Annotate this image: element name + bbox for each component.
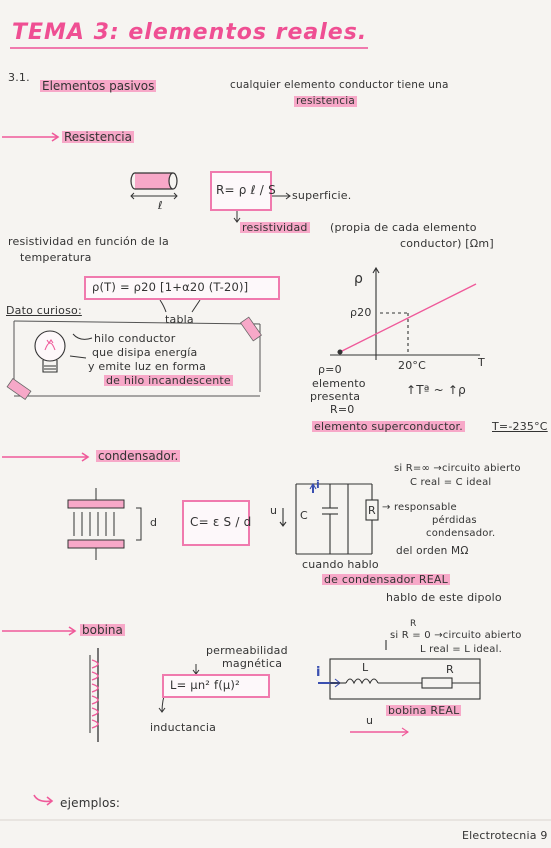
cap-i-label: i	[316, 478, 320, 491]
ejemplos-label: ejemplos:	[60, 796, 121, 810]
tabla-label: tabla	[165, 313, 194, 326]
dato-curioso-label: Dato curioso:	[6, 304, 82, 317]
bob-si-1: si R = 0 →circuito abierto	[390, 630, 522, 641]
graph-20c-label: 20°C	[398, 359, 426, 372]
condensador-heading: condensador.	[98, 449, 179, 463]
bobina-real-label: bobina REAL	[388, 704, 460, 717]
elemento-line-3: R=0	[330, 403, 355, 416]
section-arrows	[2, 133, 88, 805]
capacitor-circuit	[280, 484, 378, 554]
inductancia-label: inductancia	[150, 721, 217, 734]
cap-resp-1: → responsable	[382, 502, 457, 513]
bob-r-label: R	[446, 663, 454, 676]
superconductor-temp: T=-235°C	[492, 420, 548, 433]
permeabilidad-2: magnética	[222, 657, 283, 670]
hilo-line-3: y emite luz en forma	[88, 360, 207, 373]
cap-si-1: si R=∞ →circuito abierto	[394, 463, 521, 474]
elemento-line-2: presenta	[310, 390, 361, 403]
elemento-line-1: elemento	[312, 377, 366, 390]
temp-formula-box	[84, 276, 280, 300]
bob-i-label: i	[316, 665, 321, 680]
resistor-cylinder-icon	[131, 173, 177, 199]
graph-rho20-label: ρ20	[350, 306, 372, 319]
capacitance-formula-box	[182, 500, 250, 546]
superconductor-label: elemento superconductor.	[314, 420, 463, 433]
resistividad-note-1: (propia de cada elemento	[330, 221, 477, 234]
inductance-formula: L= μn² f(μ)²	[170, 678, 240, 692]
graph-t-label: T	[478, 356, 485, 369]
cap-si-2: C real = C ideal	[410, 477, 492, 488]
bobina-heading: bobina	[82, 623, 123, 637]
superficie-label: superficie.	[292, 189, 352, 202]
resistividad-label: resistividad	[242, 221, 308, 234]
cap-resp-2: pérdidas	[432, 515, 477, 526]
cap-r-label: R	[368, 504, 376, 517]
capacitance-formula: C= ε S / d	[190, 515, 252, 529]
cap-c-label: C	[300, 509, 308, 522]
inductance-formula-box	[162, 674, 270, 698]
bob-r-top: R	[410, 619, 417, 629]
permeabilidad-1: permeabilidad	[206, 644, 288, 657]
cap-resp-3: condensador.	[426, 528, 496, 539]
page-title: TEMA 3: elementos reales.	[12, 20, 368, 45]
bob-si-2: L real = L ideal.	[420, 644, 502, 655]
cap-orden: del orden MΩ	[396, 545, 469, 557]
resistance-formula: R= ρ ℓ / S	[216, 183, 276, 197]
hilo-line-2: que disipa energía	[92, 346, 198, 359]
resistencia-heading: Resistencia	[64, 130, 132, 144]
cap-u-label: u	[270, 504, 278, 517]
cap-cuando-3: hablo de este dipolo	[386, 591, 502, 604]
light-bulb-icon	[35, 331, 65, 372]
cap-cuando-2: de condensador REAL	[324, 573, 448, 586]
section-title: Elementos pasivos	[42, 79, 155, 93]
footer-label: Electrotecnia 9	[462, 829, 548, 842]
section-number: 3.1.	[8, 71, 30, 84]
bob-u-label: u	[366, 714, 374, 727]
hilo-line-1: hilo conductor	[94, 332, 176, 345]
graph-rho-label: ρ	[354, 271, 364, 287]
cap-cuando-1: cuando hablo	[302, 558, 379, 571]
coil-icon	[90, 648, 98, 742]
length-label: ℓ	[158, 199, 163, 212]
capacitor-plates-icon	[68, 488, 141, 560]
note-line-2: resistencia	[296, 95, 355, 107]
trend-label: ↑Tª ~ ↑ρ	[406, 383, 466, 397]
note-line-1: cualquier elemento conductor tiene una	[230, 79, 449, 91]
resistividad-note-2: conductor) [Ωm]	[400, 237, 494, 250]
temp-note-1: resistividad en función de la	[8, 235, 169, 248]
bob-l-label: L	[362, 661, 369, 674]
temp-formula: ρ(T) = ρ20 [1+α20 (T-20)]	[92, 280, 249, 294]
hilo-line-4: de hilo incandescente	[106, 374, 231, 387]
distance-label: d	[150, 516, 158, 529]
temp-note-2: temperatura	[20, 251, 92, 264]
graph-p0-label: ρ=0	[318, 363, 342, 376]
resistance-formula-box	[210, 171, 276, 211]
